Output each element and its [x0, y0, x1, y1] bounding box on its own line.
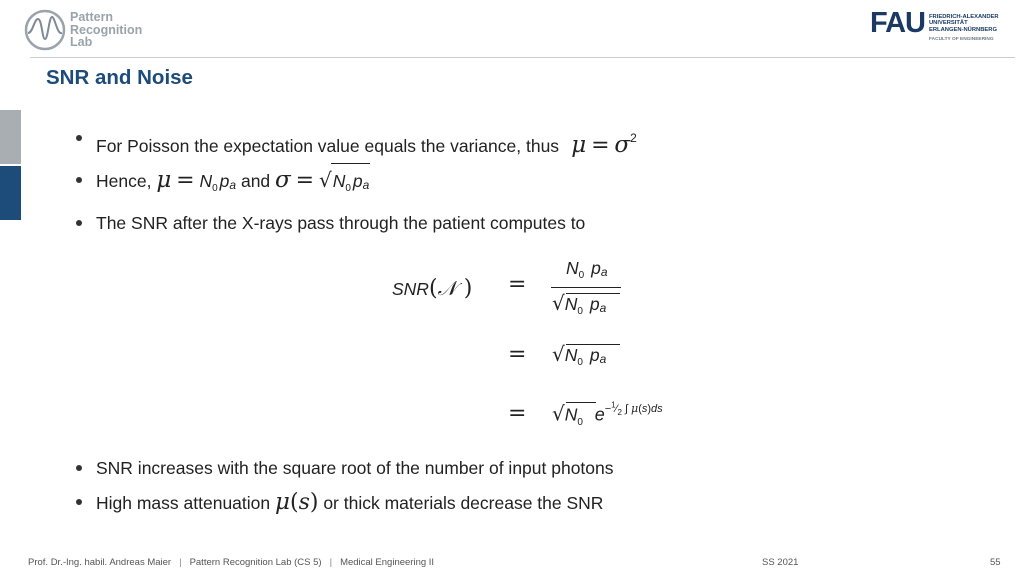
footer-lab: Pattern Recognition Lab (CS 5): [189, 557, 322, 568]
footer-author: Prof. Dr.-Ing. habil. Andreas Maier: [28, 557, 172, 568]
equals-sign-3: =: [508, 401, 527, 426]
fraction-bar: [551, 287, 621, 288]
bullet-text: For Poisson the expectation value equals the variance, thus: [96, 136, 560, 156]
footer-course: Medical Engineering II: [340, 557, 435, 568]
pattern-recognition-lab-logo-icon: [24, 9, 66, 51]
equation-lhs: SNR(𝒩 ): [392, 276, 473, 301]
lab-logo-line: Pattern: [70, 10, 114, 24]
math-mean: $\mu = N_0$ $p_a$: [156, 167, 237, 194]
fau-line: ERLANGEN-NÜRNBERG: [929, 26, 997, 33]
fau-faculty: FACULTY OF ENGINEERING: [929, 37, 994, 42]
bullet-text: High mass attenuation: [96, 493, 271, 513]
bullet-item: [75, 206, 637, 240]
math-std: $\sigma = √N_0$ $p_a$: [275, 171, 370, 191]
slide-header: [0, 0, 1024, 56]
bullet-text: The SNR after the X-rays pass through the patient computes to: [96, 213, 586, 233]
equation-line-3: $√N_0$ $e^{-^1⁄_2 \int \mu(s)ds}$: [552, 400, 663, 428]
fau-mark: FAU: [870, 7, 925, 39]
bullet-item: [75, 485, 614, 520]
lab-logo-line: Lab: [70, 35, 93, 49]
bullet-text: SNR increases with the square root of the number of input photons: [96, 458, 614, 478]
math-mu-s: μ(s): [275, 489, 319, 515]
bullet-text: or thick materials decrease the SNR: [323, 493, 604, 513]
footer-separator: |: [329, 557, 333, 568]
bullet-text-and: and: [240, 171, 271, 191]
lab-logo-text: [70, 11, 142, 49]
bullet-text: Hence,: [96, 171, 152, 191]
equals-sign-1: =: [508, 272, 527, 297]
math-mu-sigma: $\mu = \sigma^2$: [563, 131, 637, 158]
fau-line: FRIEDRICH-ALEXANDER: [929, 14, 999, 20]
footer-separator: |: [179, 557, 182, 568]
slide-title: SNR and Noise: [46, 66, 193, 89]
fraction-numerator: $N_0$ $p_a$: [566, 258, 608, 281]
fau-university-name: [929, 14, 999, 33]
footer-credits: [28, 557, 434, 568]
equals-sign-2: =: [508, 342, 527, 367]
fau-logo: [870, 7, 1000, 46]
bullet-item: [75, 121, 637, 163]
side-marker-gray: [0, 110, 21, 164]
page-number: 55: [990, 557, 1001, 568]
equation-line-2: $√N_0$ $p_a$: [552, 342, 607, 368]
fraction-denominator: $√N_0$ $p_a$: [552, 291, 607, 317]
radical-bar: [566, 402, 596, 403]
lab-logo-line: Recognition: [70, 22, 143, 37]
bullet-list-bottom: [75, 451, 614, 520]
fau-line: UNIVERSITÄT: [929, 20, 968, 27]
radical-bar: [566, 293, 620, 294]
radical-bar: [566, 344, 620, 345]
title-divider: [30, 57, 1015, 58]
bullet-item: [75, 163, 637, 206]
side-marker-blue: [0, 166, 21, 220]
bullet-item: [75, 451, 614, 485]
bullet-list-top: [75, 121, 637, 240]
footer-semester: SS 2021: [762, 557, 799, 568]
